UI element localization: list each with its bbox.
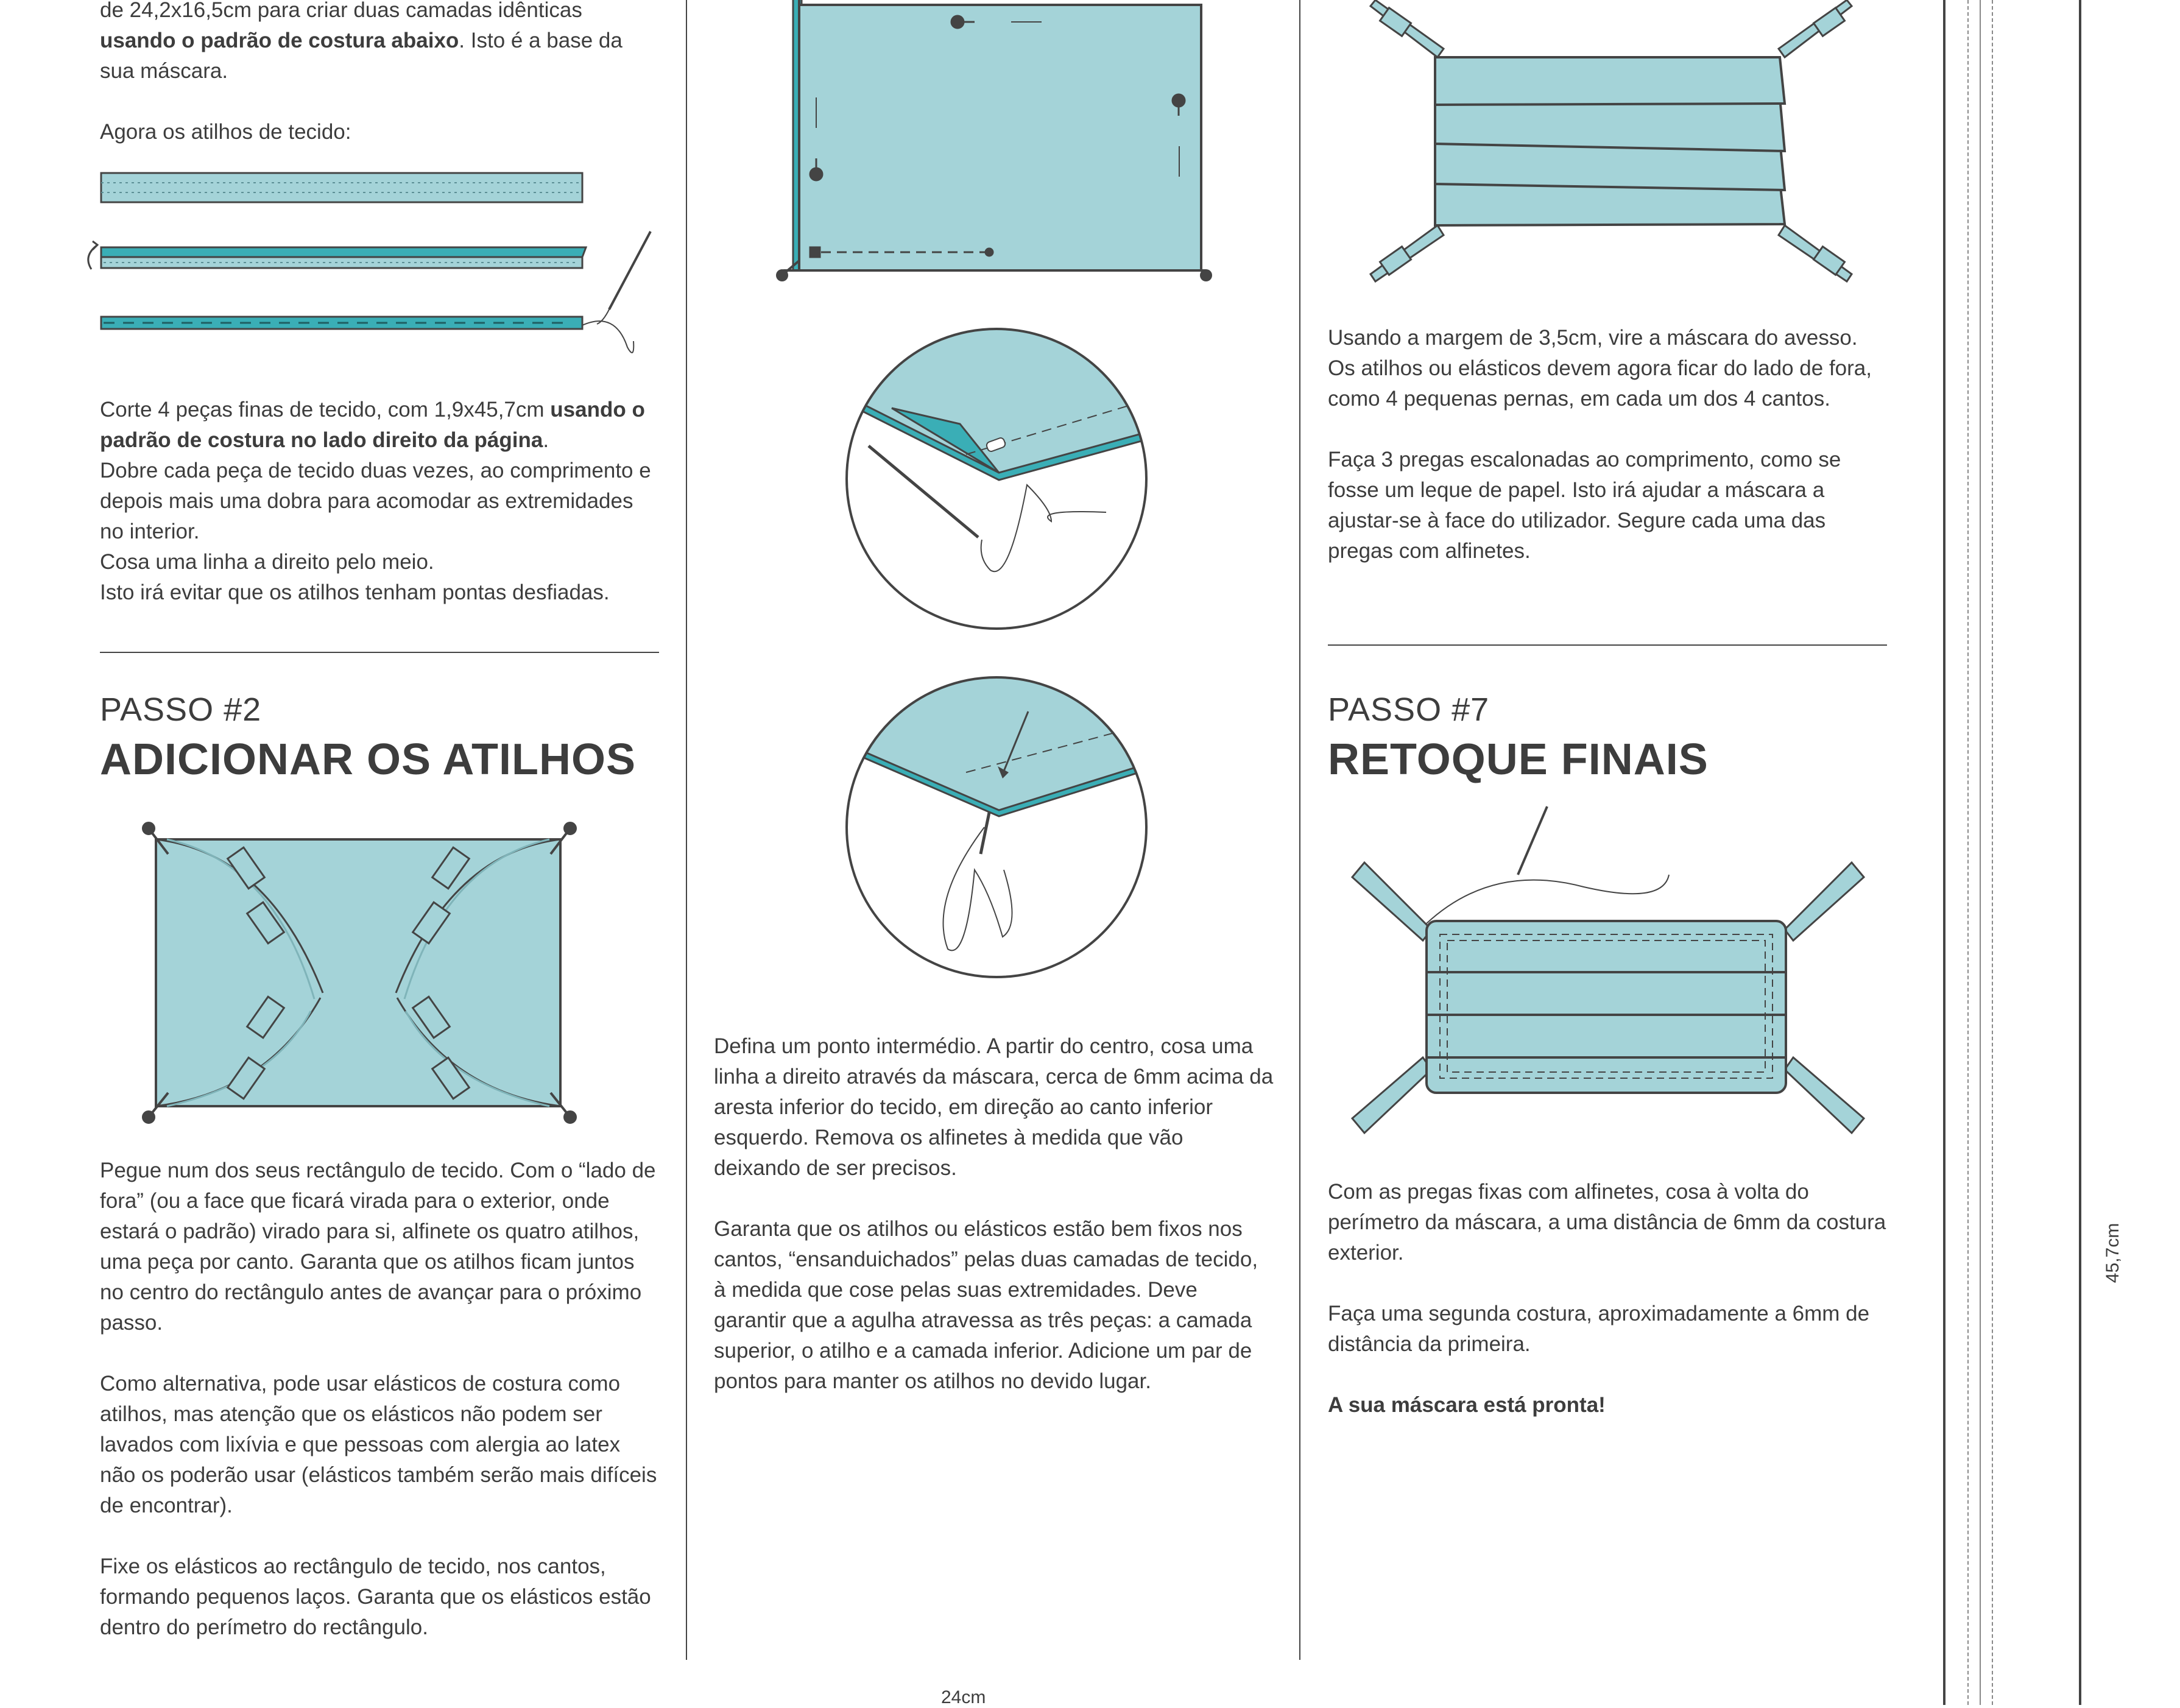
column-divider-1: [686, 0, 687, 1660]
section-divider: [100, 652, 659, 653]
step-2-text: Pegue num dos seus rectângulo de tecido. Com o “lado de fora” (ou a face que ficará virada para o exterior, onde estará o padrão) virado para si, alfinete os quatro atilhos, uma peça por canto. Garanta que os atilhos ficam juntos no centro do rectângulo antes de avançar para o próximo passo. Como alternativa, pode usar elásticos de costura como atilhos, mas atenção que os elásticos não podem ser lavados com lixívia e que pessoas com alergia ao latex não os poderão usar (elásticos também serão mais difíceis de encontrar). Fixe os elásticos ao rectângulo de tecido, nos cantos, formando pequenos laços. Garanta que os elásticos estão dentro do perímetro do rectângulo.: [100, 1159, 657, 1639]
sewing-rectangle-illustration: [767, 0, 1236, 292]
pattern-dash-line: [1967, 0, 1969, 1705]
step-col2-text: Defina um ponto intermédio. A partir do centro, cosa uma linha a direito através da máscara, cerca de 6mm acima da aresta inferior do tecido, em direção ao canto inferior esquerdo. Remova os alfinetes à medida que vão deixando de ser precisos. Garanta que os atilhos ou elásticos estão bem fixos nos cantos, “ensanduichados” pelas duas camadas de tecido, à medida que cose pelas suas extremidades. Deve garantir que a agulha atravessa as três peças: a camada superior, o atilho e a camada inferior. Adicione um par de pontos para manter os atilhos no devido lugar.: [714, 1034, 1274, 1393]
step-7-text: Com as pregas fixas com alfinetes, cosa à volta do perímetro da máscara, a uma distância de 6mm da costura exterior. Faça uma segunda costura, aproximadamente a 6mm de distância da primeira. A sua máscara está pronta!: [1328, 1180, 1886, 1417]
width-dimension-label: 24cm: [941, 1687, 986, 1707]
folded-mask-illustration: [1328, 0, 1888, 292]
step-2-title: ADICIONAR OS ATILHOS: [100, 735, 636, 784]
intro-paragraph: de 24,2x16,5cm para criar duas camadas idênticas usando o padrão de costura abaixo. Isto é a base da sua máscara.: [100, 0, 623, 83]
mask-body: [1427, 921, 1786, 1093]
tie-strip-sewn: [101, 317, 582, 329]
pattern-edge-right: [2079, 0, 2081, 1705]
ties-intro-text: Agora os atilhos de tecido:: [100, 120, 351, 144]
needle-icon: [1427, 806, 1669, 923]
cut-ties-paragraph: Corte 4 peças finas de tecido, com 1,9x45,7cm usando o padrão de costura no lado direito da página. Dobre cada peça de tecido duas vezes, ao comprimento e depois mais uma dobra para acomodar as extremidades no interior. Cosa uma linha a direito pelo meio. Isto irá evitar que os atilhos tenham pontas desfiadas.: [100, 398, 651, 604]
step-2-number: PASSO #2: [100, 691, 262, 728]
fabric-ties-illustration: [79, 164, 664, 359]
corner-detail-illustration-1: [844, 326, 1155, 631]
column-divider-2: [1299, 0, 1300, 1660]
length-dimension-label: 45,7cm: [2103, 1223, 2123, 1283]
needle-icon: [582, 231, 651, 353]
tie-strip-folded: [88, 241, 586, 269]
finished-mask-illustration: [1346, 802, 1876, 1155]
step-col3-text-1: Usando a margem de 3,5cm, vire a máscara do avesso. Os atilhos ou elásticos devem agora ficar do lado de fora, como 4 pequenas pernas, em cada um dos 4 cantos. Faça 3 pregas escalonadas ao comprimento, como se fosse um leque de papel. Isto irá ajudar a máscara a ajustar-se à face do utilizador. Segure cada uma das pregas com alfinetes.: [1328, 326, 1872, 563]
pattern-edge-left: [1943, 0, 1945, 1705]
fabric-rectangle: [799, 5, 1201, 270]
step-7-title: RETOQUE FINAIS: [1328, 735, 1709, 784]
rectangle-with-ties-illustration: [134, 816, 585, 1127]
pattern-center-line: [1980, 0, 1981, 1705]
corner-detail-illustration-2: [844, 675, 1155, 979]
fabric-rectangle: [156, 839, 560, 1106]
tie-strip-flat: [101, 173, 582, 202]
section-divider: [1328, 644, 1887, 646]
step-7-number: PASSO #7: [1328, 691, 1490, 728]
pattern-dash-line: [1992, 0, 1993, 1705]
